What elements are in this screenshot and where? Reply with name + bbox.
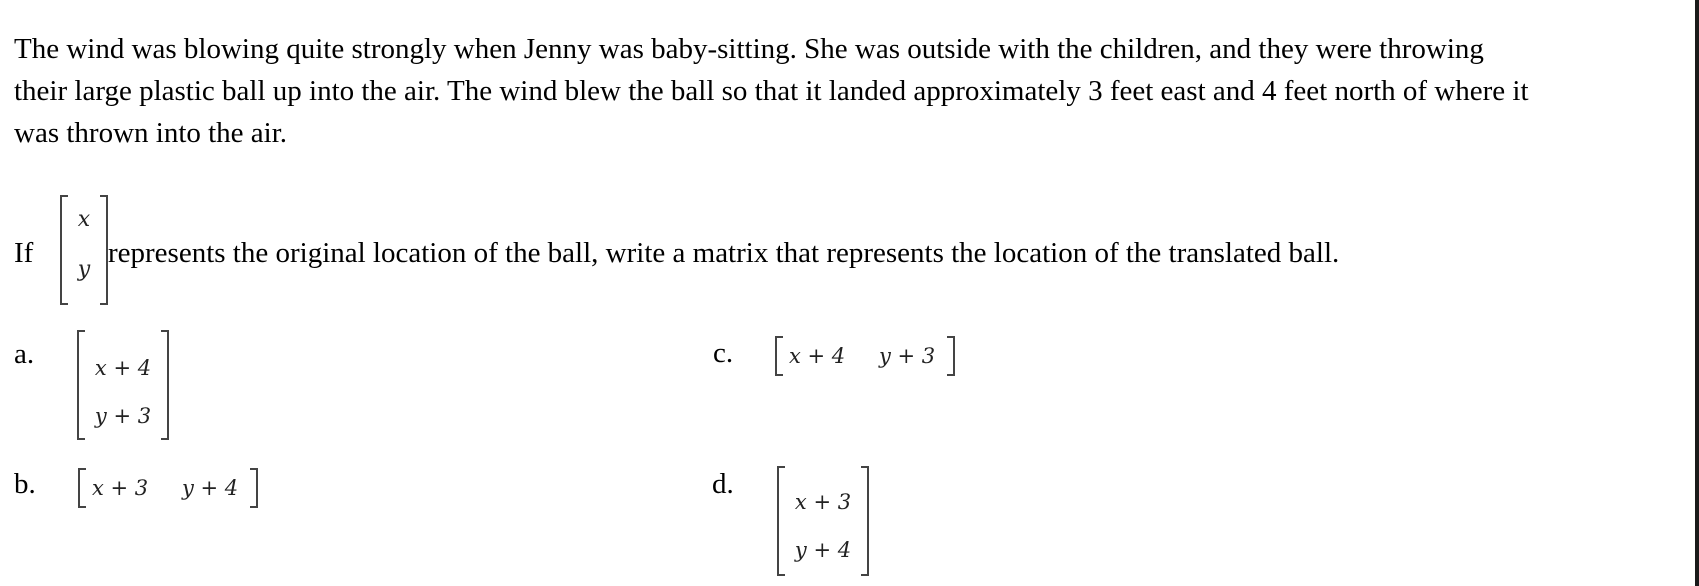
choice-d-letter: d. bbox=[712, 468, 734, 500]
question-text: represents the original location of the ball, write a matrix that represents the location of the translated ball. bbox=[108, 237, 1340, 269]
matrix-right-bracket bbox=[161, 330, 169, 440]
choice-b-right-entry: y + 4 bbox=[182, 476, 239, 500]
choice-b-letter: b. bbox=[14, 468, 36, 500]
choice-b-matrix[interactable] bbox=[78, 468, 258, 508]
choice-c-letter: c. bbox=[713, 337, 734, 369]
choice-a-top-entry: x + 4 bbox=[94, 356, 152, 380]
matrix-right-bracket bbox=[861, 466, 869, 576]
page-edge-border bbox=[1695, 0, 1699, 586]
choice-c-left-entry: x + 4 bbox=[789, 344, 846, 368]
problem-line-2: their large plastic ball up into the air. The wind blew the ball so that it landed approximately 3 feet east and 4 feet north of where it bbox=[14, 75, 1529, 107]
problem-line-3: was thrown into the air. bbox=[14, 117, 288, 149]
problem-line-1: The wind was blowing quite strongly when Jenny was baby-sitting. She was outside with the children, and they were throwing bbox=[14, 33, 1484, 65]
matrix-right-bracket bbox=[250, 468, 258, 508]
choice-a-matrix[interactable] bbox=[77, 330, 169, 440]
choice-b-left-entry: x + 3 bbox=[92, 476, 149, 500]
matrix-entry-x: x bbox=[77, 207, 91, 232]
question bbox=[14, 195, 1684, 305]
choice-c-matrix[interactable] bbox=[775, 336, 955, 376]
problem-text bbox=[14, 28, 1694, 154]
choice-a-bottom-entry: y + 3 bbox=[94, 404, 152, 428]
matrix-left-bracket bbox=[775, 336, 783, 376]
choice-d-top-entry: x + 3 bbox=[794, 490, 852, 514]
choice-a-letter: a. bbox=[14, 338, 35, 370]
question-prefix: If bbox=[14, 237, 34, 269]
matrix-right-bracket bbox=[947, 336, 955, 376]
matrix-entry-y: y bbox=[77, 257, 91, 282]
choice-c-right-entry: y + 3 bbox=[879, 344, 936, 368]
original-location-matrix bbox=[60, 195, 108, 305]
matrix-right-bracket bbox=[100, 195, 108, 305]
choice-d-matrix[interactable] bbox=[777, 466, 869, 576]
choice-d-bottom-entry: y + 4 bbox=[794, 538, 852, 562]
matrix-left-bracket bbox=[78, 468, 86, 508]
